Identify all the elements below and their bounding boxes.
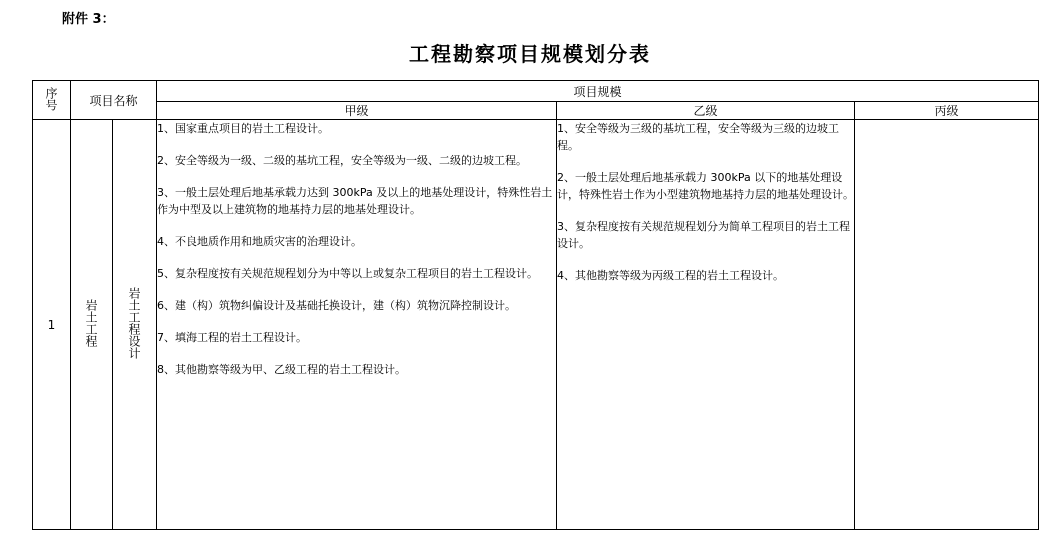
row-field xyxy=(71,120,113,530)
grade-a-item: 6、建（构）筑物纠偏设计及基础托换设计，建（构）筑物沉降控制设计。 xyxy=(157,299,517,312)
grade-a-item: 1、国家重点项目的岩土工程设计。 xyxy=(157,122,330,135)
grade-b-item: 3、复杂程度按有关规范规程划分为简单工程项目的岩土工程设计。 xyxy=(557,220,851,250)
grade-a-item: 5、复杂程度按有关规范规程划分为中等以上或复杂工程项目的岩土工程设计。 xyxy=(157,267,539,280)
page-title: 工程勘察项目规模划分表 xyxy=(409,42,651,66)
grade-b-item: 2、一般土层处理后地基承载力 300kPa 以下的地基处理设计，特殊性岩土作为小型建筑物地基持力层的地基处理设计。 xyxy=(557,171,855,201)
scale-table xyxy=(32,80,1039,530)
header-scale: 项目规模 xyxy=(157,81,1039,102)
header-name: 项目名称 xyxy=(71,81,157,120)
header-grade-a: 甲级 xyxy=(157,102,557,120)
row-sub xyxy=(113,120,157,530)
grade-b-cell xyxy=(557,120,855,530)
grade-a-item: 8、其他勘察等级为甲、乙级工程的岩土工程设计。 xyxy=(157,363,407,376)
grade-a-cell xyxy=(157,120,557,530)
header-grade-c: 丙级 xyxy=(855,102,1039,120)
header-grade-b: 乙级 xyxy=(557,102,855,120)
grade-a-item: 2、安全等级为一级、二级的基坑工程，安全等级为一级、二级的边坡工程。 xyxy=(157,154,528,167)
table-row xyxy=(33,120,1039,530)
grade-a-item: 3、一般土层处理后地基承载力达到 300kPa 及以上的地基处理设计，特殊性岩土作为中型及以上建筑物的地基持力层的地基处理设计。 xyxy=(157,186,553,216)
row-sub-label: 岩土工程设计 xyxy=(127,287,141,359)
row-seq: 1 xyxy=(33,120,71,530)
row-field-label: 岩土工程 xyxy=(84,299,98,347)
grade-b-item: 4、其他勘察等级为丙级工程的岩土工程设计。 xyxy=(557,269,785,282)
grade-a-item: 7、填海工程的岩土工程设计。 xyxy=(157,331,308,344)
grade-b-item: 1、安全等级为三级的基坑工程，安全等级为三级的边坡工程。 xyxy=(557,122,840,152)
attachment-label: 附件 3： xyxy=(62,12,115,27)
header-seq xyxy=(33,81,71,120)
header-seq-label: 序号 xyxy=(44,86,58,111)
grade-a-item: 4、不良地质作用和地质灾害的治理设计。 xyxy=(157,235,363,248)
grade-c-cell xyxy=(855,120,1039,530)
